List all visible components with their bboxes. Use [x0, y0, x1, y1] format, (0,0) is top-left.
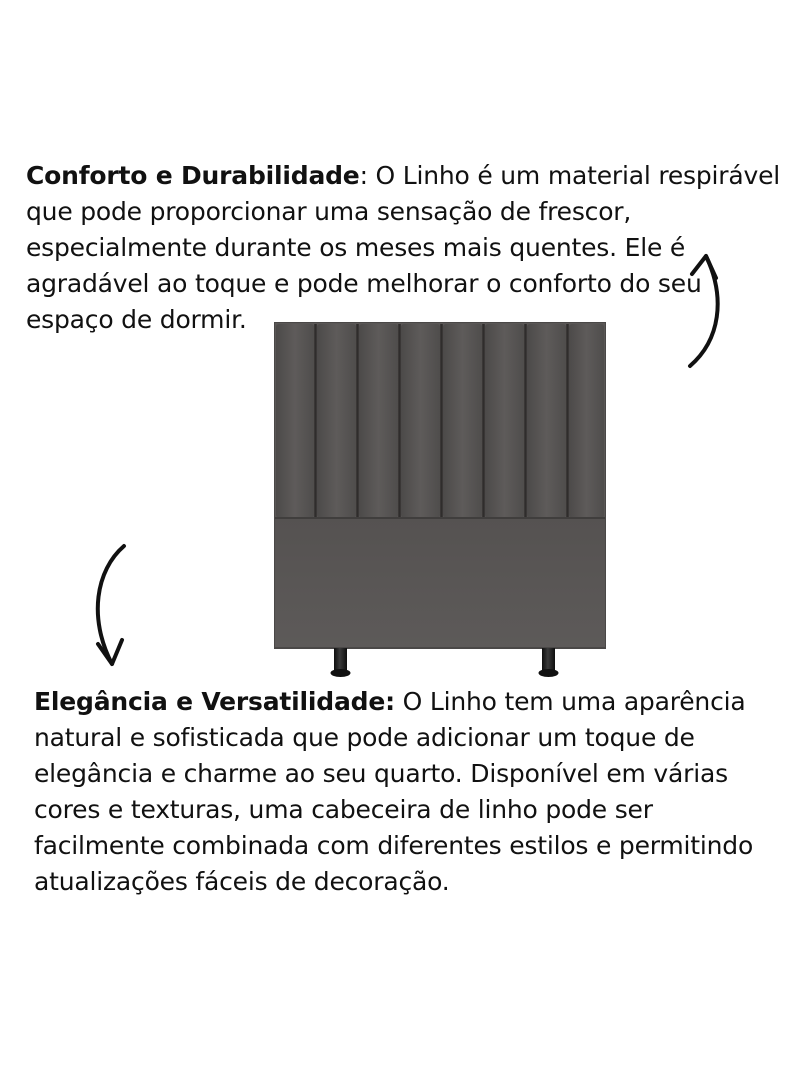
paragraph-line: atualizações fáceis de decoração.: [34, 867, 450, 896]
comfort-durability-paragraph: [26, 158, 780, 338]
paragraph-line: especialmente durante os meses mais quentes. Ele é: [26, 233, 686, 262]
paragraph-line: Elegância e Versatilidade: O Linho tem uma aparência: [34, 687, 746, 716]
comfort-durability-heading: Conforto e Durabilidade: [26, 161, 360, 190]
paragraph-line: que pode proporcionar uma sensação de frescor,: [26, 197, 632, 226]
paragraph-line: Conforto e Durabilidade: O Linho é um material respirável: [26, 161, 780, 190]
curved-arrow-up-icon: [676, 248, 728, 372]
paragraph-line: elegância e charme ao seu quarto. Disponível em várias: [34, 759, 728, 788]
headboard-base: [274, 518, 606, 648]
paragraph-line: espaço de dormir.: [26, 305, 247, 334]
paragraph-line: natural e sofisticada que pode adicionar um toque de: [34, 723, 695, 752]
headboard-channels: [276, 324, 604, 518]
curved-arrow-down-icon: [86, 540, 138, 672]
paragraph-line: agradável ao toque e pode melhorar o conforto do seu: [26, 269, 702, 298]
paragraph-line: cores e texturas, uma cabeceira de linho pode ser: [34, 795, 653, 824]
elegance-versatility-paragraph: [34, 684, 754, 900]
linen-headboard-image: [274, 322, 606, 678]
elegance-versatility-heading: Elegância e Versatilidade:: [34, 687, 395, 716]
headboard-legs: [331, 648, 559, 677]
paragraph-line: facilmente combinada com diferentes estilos e permitindo: [34, 831, 754, 860]
